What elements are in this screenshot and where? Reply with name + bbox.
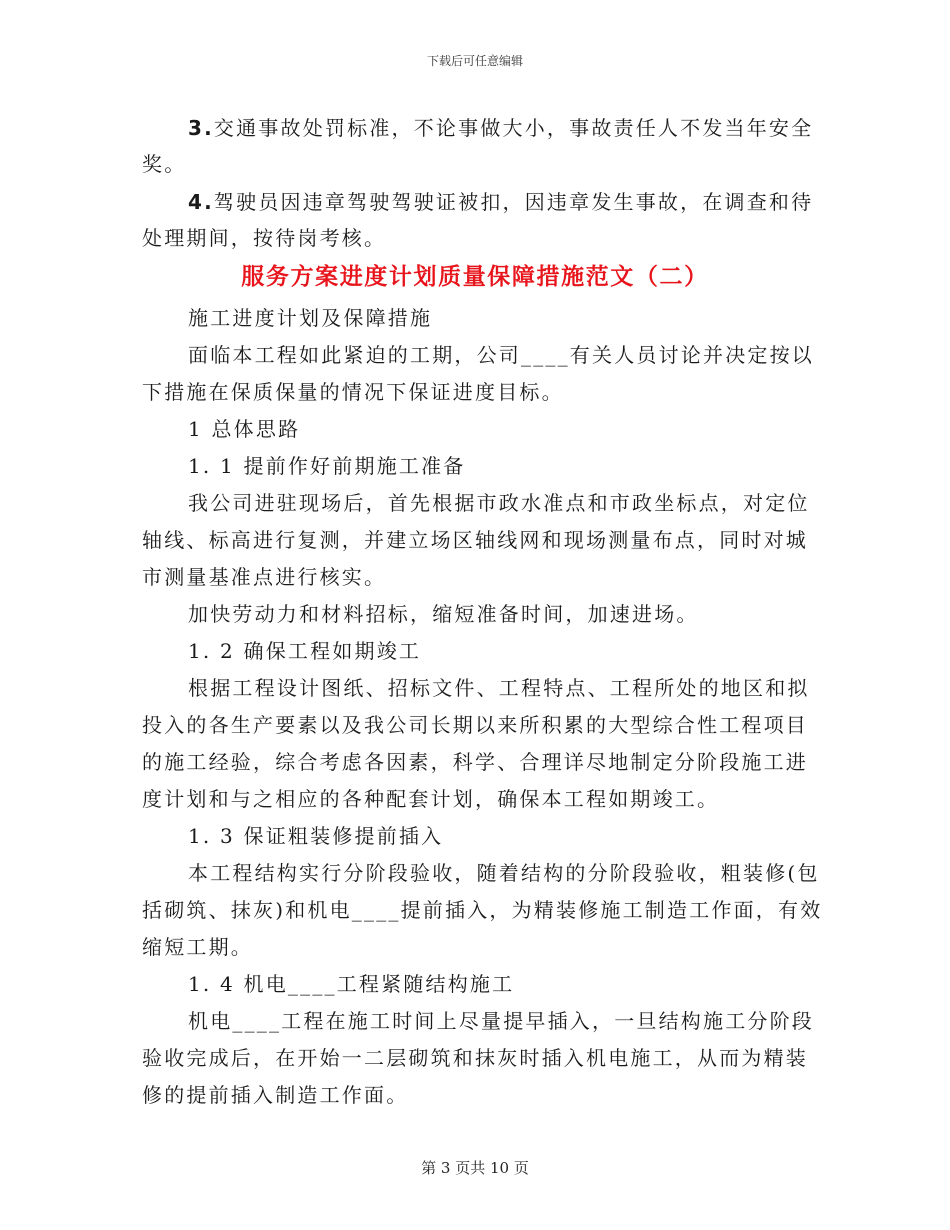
paragraph-5-line-3: 修的提前插入制造工作面。 [142,1083,409,1107]
paragraph-4-line-1: 本工程结构实行分阶段验收，随着结构的分阶段验收，粗装修(包 [188,861,820,885]
paragraph-1-line-3: 市测量基准点进行核实。 [142,565,387,589]
paragraph-3-line-2: 投入的各生产要素以及我公司长期以来所积累的大型综合性工程项目 [142,713,808,737]
item-3-line-2: 奖。 [142,152,187,176]
item-3-line-1 [188,113,828,143]
paragraph-3-line-1: 根据工程设计图纸、招标文件、工程特点、工程所处的地区和拟 [188,676,810,700]
item-3-number: 3. [188,116,214,140]
section-1-4-heading: 1. 4 机电____工程紧随结构施工 [188,972,515,996]
paragraph-3-line-4: 度计划和与之相应的各种配套计划，确保本工程如期竣工。 [142,787,720,811]
paragraph-3-line-3: 的施工经验，综合考虑各因素，科学、合理详尽地制定分阶段施工进 [142,750,808,774]
page-header: 下载后可任意编辑 [426,54,523,68]
item-4-line-2: 处理期间，按待岗考核。 [142,226,387,250]
item-4-text: 驾驶员因违章驾驶驾驶证被扣，因违章发生事故，在调查和待 [213,190,814,214]
item-3-text: 交通事故处罚标准，不论事做大小，事故责任人不发当年安全 [213,116,814,140]
section-1-1-heading: 1. 1 提前作好前期施工准备 [188,454,466,478]
paragraph-5-line-1: 机电____工程在施工时间上尽量提早插入，一旦结构施工分阶段 [188,1009,814,1033]
paragraph-4-line-2: 括砌筑、抹灰)和机电____提前插入，为精装修施工制造工作面，有效 [142,898,823,922]
section-1-heading: 1 总体思路 [188,417,301,441]
section-1-3-heading: 1. 3 保证粗装修提前插入 [188,824,444,848]
item-4-line-1 [188,187,828,217]
item-4-number: 4. [188,190,214,214]
paragraph-5-line-2: 验收完成后，在开始一二层砌筑和抹灰时插入机电施工，从而为精装 [142,1046,808,1070]
intro-line-1: 面临本工程如此紧迫的工期，公司____有关人员讨论并决定按以 [188,343,814,367]
subtitle: 施工进度计划及保障措施 [188,306,433,330]
intro-line-2: 下措施在保质保量的情况下保证进度目标。 [142,380,564,404]
section-1-2-heading: 1. 2 确保工程如期竣工 [188,639,422,663]
paragraph-4-line-3: 缩短工期。 [142,935,253,959]
paragraph-1-line-2: 轴线、标高进行复测，并建立场区轴线网和现场测量布点，同时对城 [142,528,808,552]
section-title: 服务方案进度计划质量保障措施范文（二） [241,263,709,290]
paragraph-1-line-1: 我公司进驻现场后，首先根据市政水准点和市政坐标点，对定位 [188,491,810,515]
paragraph-2: 加快劳动力和材料招标，缩短准备时间，加速进场。 [188,602,699,626]
page-footer: 第 3 页共 10 页 [421,1159,529,1177]
